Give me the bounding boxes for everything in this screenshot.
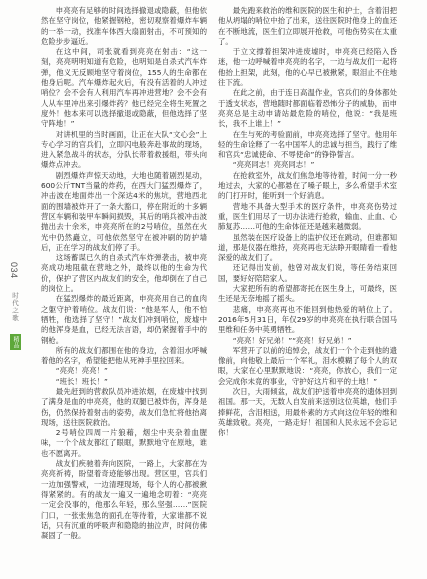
paragraph: 在此之前，由于连日高温作业，官兵们的身体都处于透支状态，营地随时都面临着恐怖分子的威胁，而申亮亮总是主动申请站最危险的哨位，他说：“我是班长，我不上谁上！”: [218, 88, 397, 129]
paragraph: 营地不具备大型手术的医疗条件，申亮亮伤势过重，医生们用尽了一切办法进行抢救，输血、止血、心肺复苏……可他的生命体征还是越来越微弱。: [218, 201, 397, 232]
paragraph: 对讲机里的当时画面，让正在大队“文心会”上专心学习的官兵们，立即闪电般奔赴事故的现场，进入紧急战斗的状态，分队长带着救援组，带头向爆炸点冲去。: [41, 129, 207, 170]
dialogue-line: “亮亮同志！亮亮同志！”: [232, 160, 315, 170]
paragraph: 军营开了以前的追悼会，战友们一个个走到他的遗像前，向他敬上最后一个军礼，泪水模糊了每个人的双眼，大家在心里默默地说：“亮亮，你放心，我们一定会完成你未竟的事业，守护好这片和平的土地！”: [218, 345, 397, 386]
section-title: 时代之歌: [11, 292, 19, 322]
paragraph: 在猛烈爆炸的最近距离，申亮亮用自己的血肉之躯守护着哨位。战友们说：“他是军人，他不怕牺牲，他选择了坚守！”战友们冲到哨位，废墟中的他浑身是血，已经无法言语，却仍紧握着手中的钢枪。: [41, 294, 207, 345]
paragraph: 还记得出发前，他曾对战友们说，等任务结束回国，要好好陪陪家人。: [218, 263, 397, 283]
paragraph: 申亮亮有足够的时间选择撤退或隐蔽，但他依然在坚守岗位，他紧握钢枪，密切观察着爆炸车辆的一举一动，找准车体西大扇面射击，不可预知的危险步步逼近。: [41, 6, 207, 46]
dialogue-line: “亮亮！好兄弟！”“亮亮！好兄弟！”: [232, 335, 352, 345]
paragraph: 这场蓄谋已久的自杀式汽车炸弹袭击，被申亮亮成功地阻截在营地之外，最终以他的生命为代价，保护了营区内战友们的安全，他却倒在了自己的岗位上。: [41, 253, 207, 294]
right-column: [218, 6, 397, 576]
paragraph: 所有的战友们都围在他的身边，含着泪水呼喊着他的名字，希望能把他从死神手里拉回来。: [41, 345, 207, 366]
section-tag-badge: 精品: [12, 336, 19, 348]
paragraph: 2号哨位四周一片狼藉，烟尘中夹杂着血腥味，一个个战友都红了眼眶，默默地守在原地，谁也不愿离开。: [41, 428, 207, 458]
paragraph: 战友们疾驰着奔向医院，一路上，大家都在为亮亮祈祷，盼望着奇迹能够出现。营区里，官兵们一边加强警戒，一边清理现场，每个人的心都被揪得紧紧的。有的战友一遍又一遍地念叨着：“亮亮一定会没事的，他那么年轻，那么坚强……”医院门口，一张张焦急的面孔在等待着，大家谁都不说话，只有沉重的呼吸声和隐隐的抽泣声，时间仿佛凝固了一般。: [41, 459, 207, 541]
dialogue-line: “亮亮！亮亮！”: [55, 366, 108, 376]
paragraph: 最先赶到的营救队员冲进浓烟，在废墟中找到了满身是血的申亮亮，他的双腿已被炸伤，浑身是伤，仍然保持着射击的姿势，战友们急忙将他抬离现场，送往医院救治。: [41, 386, 207, 427]
page-number: 034: [9, 262, 19, 279]
paragraph: 悲痛，申亮亮再也不能回到他热爱的哨位上了。2016年5月31日，年仅29岁的申亮亮在执行联合国马里维和任务中英勇牺牲。: [218, 304, 397, 335]
paragraph: 于立文撑着担架冲进废墟时，申亮亮已经陷入昏迷，他一边呼喊着申亮亮的名字，一边与战友们一起将他抬上担架，此刻，他的心早已被揪紧，眼泪止不住地往下流。: [218, 47, 397, 88]
paragraph: 在抢救室外，战友们焦急地等待着，时间一分一秒地过去，大家的心都悬在了嗓子眼上，多么希望手术室的门打开时，能听到一个好消息。: [218, 170, 397, 201]
dialogue-line: “班长！班长！”: [55, 376, 108, 386]
paragraph: 大家把所有的希望都寄托在医生身上，可最终，医生还是无奈地摇了摇头。: [218, 284, 397, 304]
paragraph: 次日，大雨倾盆，战友们护送着申亮亮的遗体回到祖国。那一天，无数人自发前来送别这位英雄，他们手捧鲜花，含泪相送，用最朴素的方式向这位年轻的维和英雄致敬。亮亮，一路走好！祖国和人民永远不会忘记你！: [218, 386, 397, 438]
paragraph: 虽然装在医疗设备上的监护仪还在跳动，但谁都知道，那是仪器在维持，亮亮再也无法睁开眼睛看一看他深爱的战友们了。: [218, 232, 397, 263]
paragraph: 最先跑来救治的维和医院的医生和护士，含着泪把他从坍塌的哨位中抬了出来，送往医院时他身上的血还在不断地流，医生们立即展开抢救，可他伤势实在太重了。: [218, 6, 397, 46]
paragraph: 在这中间，司张就看到亮亮在射击：“这一刻，亮亮明明知道有危险，也明知是自杀式汽车炸弹，他义无反顾地坚守着岗位，155人的生命都在他身后呢。汽车爆炸起火后，有没有活着的人冲过哨位？会不会有人利用汽车再冲进营地？会不会有人从车里冲出来引爆炸药？他已经完全将生死置之度外！他本来可以选择撤退或隐蔽，但他选择了坚守阵地！”: [41, 47, 207, 129]
left-column: [41, 6, 207, 576]
paragraph: 剧烈爆炸声惊天动地，大地也随着剧烈晃动，600公斤TNT当量的炸药，在西大门猛烈爆炸了，冲击波在地面炸出一个深达4米的焦坑，营地西北面的围墙被炸开了一条大豁口，停在附近的十多辆营区车辆和装甲车瞬间损毁，其后的哨兵被冲击波抛出去十余米，申亮亮所在的2号哨位，虽然在火光中仍然矗立，可他依然坚守在被冲刷的防护墙后，正在学习的战友们停了手。: [41, 170, 207, 252]
paragraph: 在生与死的考验面前，申亮亮选择了坚守。他用年轻的生命诠释了一名中国军人的忠诚与担当，践行了维和官兵“忠诚使命、不辱使命”的铮铮誓言。: [218, 129, 397, 160]
